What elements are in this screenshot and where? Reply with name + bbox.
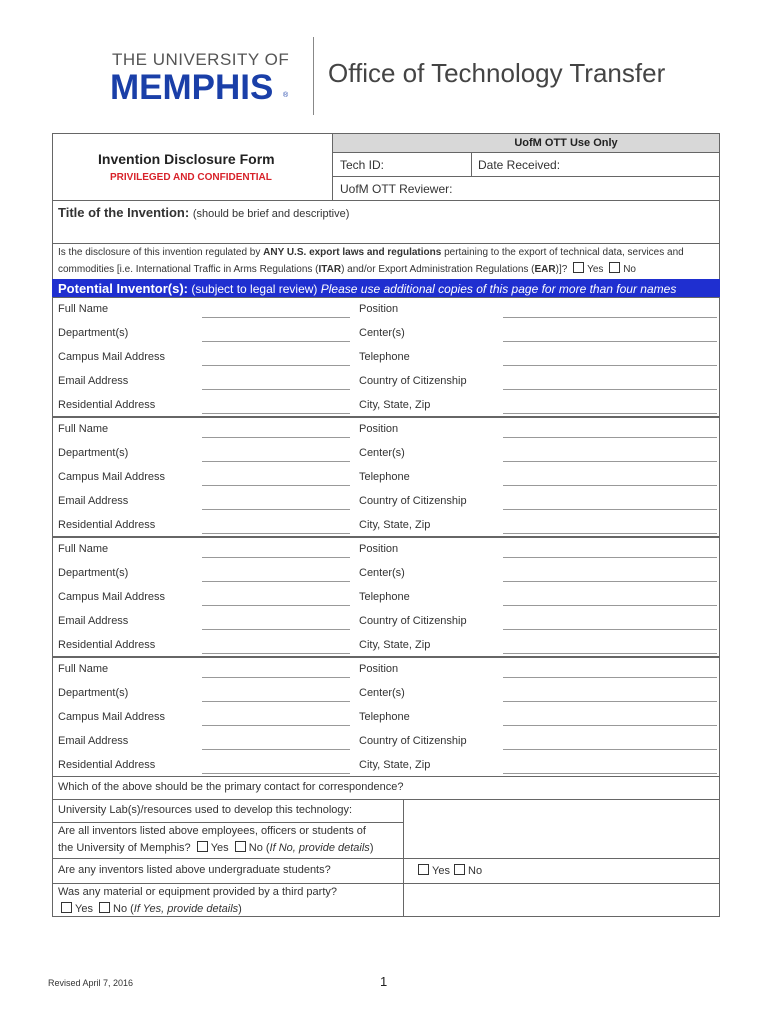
inventor-field-label: City, State, Zip xyxy=(359,759,431,771)
inventor-field-input[interactable] xyxy=(202,485,350,486)
inventor-field-input[interactable] xyxy=(202,365,350,366)
third-party-no-checkbox[interactable] xyxy=(99,902,110,913)
inventor-field-label: Department(s) xyxy=(58,567,129,579)
labs-answer-cell[interactable] xyxy=(403,799,720,859)
invention-title-label: Title of the Invention: xyxy=(58,205,190,220)
registered-mark: ® xyxy=(283,92,289,99)
inventor-field-input[interactable] xyxy=(202,557,350,558)
tech-id-label: Tech ID: xyxy=(340,158,385,172)
inventor-field-label: Email Address xyxy=(58,615,129,627)
inventor-field-input[interactable] xyxy=(503,557,717,558)
employees-question-text: the University of Memphis? xyxy=(58,842,191,854)
inventor-field-input[interactable] xyxy=(503,461,717,462)
third-party-options xyxy=(58,902,242,915)
inventor-field-label: Country of Citizenship xyxy=(359,735,467,747)
employees-yes-label: Yes xyxy=(210,842,229,854)
inventor-field-input[interactable] xyxy=(503,413,717,414)
ott-use-only-label: UofM OTT Use Only xyxy=(514,137,618,149)
inventor-field-label: Country of Citizenship xyxy=(359,375,467,387)
office-title: Office of Technology Transfer xyxy=(328,58,666,88)
inventor-field-input[interactable] xyxy=(202,461,350,462)
inventor-field-label: Telephone xyxy=(359,591,410,603)
inventor-field-input[interactable] xyxy=(202,509,350,510)
inventor-field-input[interactable] xyxy=(503,533,717,534)
inventor-field-input[interactable] xyxy=(202,701,350,702)
inventor-field-label: Full Name xyxy=(58,423,109,435)
undergrad-question: Are any inventors listed above undergraduate students? xyxy=(58,864,331,876)
inventor-field-input[interactable] xyxy=(503,725,717,726)
inventor-field-input[interactable] xyxy=(202,341,350,342)
inventor-field-label: Residential Address xyxy=(58,399,156,411)
inventor-field-label: Residential Address xyxy=(58,759,156,771)
export-question-line1 xyxy=(58,247,684,258)
inventor-field-label: Department(s) xyxy=(58,447,129,459)
inventor-field-label: Full Name xyxy=(58,663,109,675)
undergrad-no-checkbox[interactable] xyxy=(454,864,465,875)
export-text-1: Is the disclosure of this invention regulated by xyxy=(58,247,264,258)
ott-use-only-header xyxy=(332,133,720,153)
inventor-field-label: Country of Citizenship xyxy=(359,495,467,507)
inventor-field-input[interactable] xyxy=(202,389,350,390)
inventor-field-label: Email Address xyxy=(58,735,129,747)
employees-no-checkbox[interactable] xyxy=(235,841,246,852)
export-question-line2 xyxy=(58,262,636,275)
inventor-field-input[interactable] xyxy=(202,317,350,318)
export-line2-a: commodities [i.e. International Traffic in Arms Regulations ( xyxy=(58,264,319,275)
inventor-field-label: Position xyxy=(359,663,399,675)
ear-label: EAR xyxy=(534,264,556,275)
inventor-field-input[interactable] xyxy=(202,653,350,654)
university-name-top: THE UNIVERSITY OF xyxy=(112,50,290,69)
third-party-no-details: If Yes, provide details xyxy=(133,903,239,915)
inventor-field-label: Center(s) xyxy=(359,447,405,459)
inventor-field-label: City, State, Zip xyxy=(359,519,431,531)
inventor-field-input[interactable] xyxy=(503,389,717,390)
inventor-field-label: Telephone xyxy=(359,351,410,363)
export-yes-label: Yes xyxy=(587,264,604,275)
inventor-field-input[interactable] xyxy=(202,533,350,534)
inventor-field-label: Telephone xyxy=(359,711,410,723)
inventor-field-input[interactable] xyxy=(503,605,717,606)
third-party-no-label: No ( xyxy=(113,903,134,915)
export-no-label: No xyxy=(623,264,636,275)
date-received-label: Date Received: xyxy=(478,158,561,172)
page-number: 1 xyxy=(380,974,388,989)
form-title: Invention Disclosure Form xyxy=(98,151,275,167)
third-party-question: Was any material or equipment provided by a third party? xyxy=(58,886,338,898)
inventor-field-label: Department(s) xyxy=(58,687,129,699)
inventor-field-label: Position xyxy=(359,423,399,435)
export-yes-checkbox[interactable] xyxy=(573,262,584,273)
export-line2-c: )]? xyxy=(555,264,568,275)
inventor-field-label: Country of Citizenship xyxy=(359,615,467,627)
inventor-field-label: Center(s) xyxy=(359,687,405,699)
inventor-field-input[interactable] xyxy=(202,725,350,726)
employees-no-details: If No, provide details xyxy=(269,842,370,854)
inventor-field-input[interactable] xyxy=(503,365,717,366)
employees-yes-checkbox[interactable] xyxy=(197,841,208,852)
inventors-heading-bar xyxy=(52,279,720,298)
inventor-field-label: Campus Mail Address xyxy=(58,471,165,483)
privileged-label: PRIVILEGED AND CONFIDENTIAL xyxy=(110,172,272,183)
inventor-field-input[interactable] xyxy=(202,413,350,414)
inventor-field-label: Residential Address xyxy=(58,519,156,531)
inventor-field-label: City, State, Zip xyxy=(359,399,431,411)
employees-no-label: No ( xyxy=(248,842,270,854)
inventor-field-input[interactable] xyxy=(202,437,350,438)
inventor-field-input[interactable] xyxy=(202,629,350,630)
inventor-field-label: Full Name xyxy=(58,303,109,315)
undergrad-no-label: No xyxy=(468,865,483,877)
itar-label: ITAR xyxy=(318,264,342,275)
undergrad-yes-label: Yes xyxy=(432,865,450,877)
inventor-field-label: Email Address xyxy=(58,375,129,387)
employees-close-paren: ) xyxy=(369,842,374,854)
undergrad-yes-checkbox[interactable] xyxy=(418,864,429,875)
inventor-field-input[interactable] xyxy=(503,677,717,678)
inventor-field-label: Full Name xyxy=(58,543,109,555)
export-no-checkbox[interactable] xyxy=(609,262,620,273)
labs-question: University Lab(s)/resources used to develop this technology: xyxy=(58,804,353,816)
inventor-field-label: Campus Mail Address xyxy=(58,591,165,603)
inventor-field-label: Department(s) xyxy=(58,327,129,339)
reviewer-label: UofM OTT Reviewer: xyxy=(340,182,453,196)
inventor-field-label: Email Address xyxy=(58,495,129,507)
inventor-field-input[interactable] xyxy=(503,485,717,486)
header-divider xyxy=(313,37,314,115)
inventor-field-input[interactable] xyxy=(503,341,717,342)
third-party-yes-label: Yes xyxy=(75,903,93,915)
invention-title-label-row xyxy=(58,205,349,220)
export-bold-text: ANY U.S. export laws and regulations xyxy=(263,247,442,258)
undergrad-options xyxy=(415,864,482,877)
inventor-field-label: Center(s) xyxy=(359,567,405,579)
inventor-field-input[interactable] xyxy=(202,677,350,678)
export-text-2: pertaining to the export of technical data, services and xyxy=(441,247,684,258)
inventor-field-input[interactable] xyxy=(503,653,717,654)
inventors-subheading: (subject to legal review) xyxy=(191,282,318,296)
third-party-answer-cell[interactable] xyxy=(403,883,720,917)
inventor-field-input[interactable] xyxy=(202,773,350,774)
inventor-field-input[interactable] xyxy=(503,437,717,438)
inventor-field-input[interactable] xyxy=(503,317,717,318)
inventor-field-input[interactable] xyxy=(202,581,350,582)
employees-question-line2 xyxy=(58,841,373,854)
university-logo-text: MEMPHIS xyxy=(110,68,274,107)
inventor-field-label: Campus Mail Address xyxy=(58,351,165,363)
revised-date: Revised April 7, 2016 xyxy=(48,978,134,988)
third-party-close-paren: ) xyxy=(238,903,242,915)
inventor-field-label: Telephone xyxy=(359,471,410,483)
inventor-field-input[interactable] xyxy=(503,749,717,750)
inventor-field-input[interactable] xyxy=(503,701,717,702)
primary-contact-question: Which of the above should be the primary contact for correspondence? xyxy=(58,781,404,793)
inventors-note: Please use additional copies of this page for more than four names xyxy=(320,282,677,296)
inventor-field-label: Residential Address xyxy=(58,639,156,651)
employees-question-line1: Are all inventors listed above employees, officers or students of xyxy=(58,825,366,837)
inventor-field-label: Campus Mail Address xyxy=(58,711,165,723)
inventor-field-input[interactable] xyxy=(503,509,717,510)
inventors-heading: Potential Inventor(s): xyxy=(58,281,189,296)
inventor-field-label: Center(s) xyxy=(359,327,405,339)
inventor-field-input[interactable] xyxy=(202,605,350,606)
export-line2-b: ) and/or Export Administration Regulations ( xyxy=(341,264,535,275)
inventor-field-label: Position xyxy=(359,543,399,555)
inventor-field-input[interactable] xyxy=(202,749,350,750)
inventor-field-label: City, State, Zip xyxy=(359,639,431,651)
invention-title-hint: (should be brief and descriptive) xyxy=(192,208,350,220)
inventor-field-input[interactable] xyxy=(503,629,717,630)
inventor-field-input[interactable] xyxy=(503,773,717,774)
inventor-field-input[interactable] xyxy=(503,581,717,582)
inventor-field-label: Position xyxy=(359,303,399,315)
third-party-yes-checkbox[interactable] xyxy=(61,902,72,913)
